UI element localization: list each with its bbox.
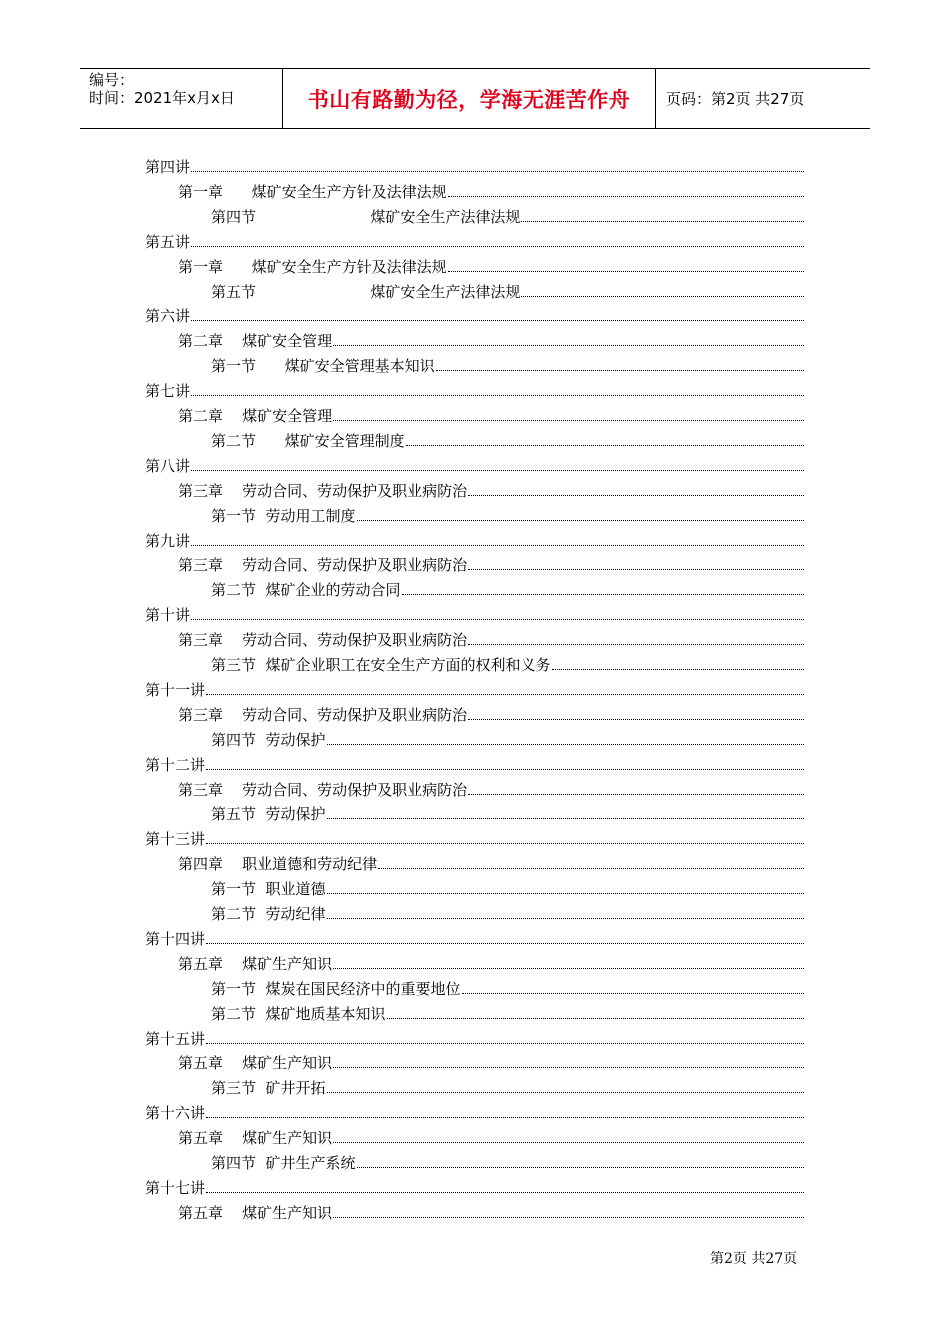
header-meta: [80, 69, 282, 128]
toc-dot-leader: [468, 719, 804, 720]
toc-dot-leader: [333, 420, 804, 421]
toc-entry[interactable]: [178, 1126, 804, 1148]
toc-entry-label: 第十三讲: [145, 830, 206, 849]
toc-entry[interactable]: [145, 603, 804, 625]
toc-entry[interactable]: [145, 678, 804, 700]
toc-entry-label: 第三节 煤矿企业职工在安全生产方面的权利和义务: [211, 656, 551, 674]
toc-entry[interactable]: [211, 1002, 804, 1024]
toc-entry[interactable]: [211, 977, 804, 999]
motto-text: 书山有路勤为径，学海无涯苦作舟: [307, 87, 631, 112]
toc-dot-leader: [402, 594, 804, 595]
toc-entry-label: 第三章 劳动合同、劳动保护及职业病防治: [178, 481, 468, 500]
toc-entry[interactable]: [178, 255, 804, 277]
toc-entry[interactable]: [211, 802, 804, 824]
toc-entry[interactable]: [145, 155, 804, 177]
toc-entry[interactable]: [145, 753, 804, 775]
toc-dot-leader: [436, 370, 804, 371]
toc-entry[interactable]: [178, 404, 804, 426]
toc-dot-leader: [327, 918, 804, 919]
toc-entry-label: 第二节 煤矿企业的劳动合同: [211, 581, 401, 600]
toc-dot-leader: [206, 843, 804, 844]
toc-dot-leader: [521, 221, 804, 222]
toc-entry-label: 第一节 煤炭在国民经济中的重要地位: [211, 979, 461, 998]
toc-entry-label: 第四节 矿井生产系统: [211, 1154, 356, 1172]
toc-dot-leader: [357, 1167, 804, 1168]
toc-entry-label: 第四节 煤矿安全生产法律法规: [211, 207, 521, 226]
toc-entry[interactable]: [211, 902, 804, 924]
toc-entry[interactable]: [178, 1201, 804, 1223]
toc-entry-label: 第十讲: [145, 606, 191, 625]
toc-entry-label: 第四章 职业道德和劳动纪律: [178, 855, 378, 874]
toc-entry[interactable]: [178, 180, 804, 202]
toc-dot-leader: [333, 1067, 804, 1068]
toc-entry-label: 第五节 煤矿安全生产法律法规: [211, 282, 521, 301]
toc-entry-label: 第十六讲: [145, 1104, 206, 1123]
toc-dot-leader: [327, 893, 804, 894]
toc-dot-leader: [327, 744, 804, 745]
toc-entry-label: 第十五讲: [145, 1029, 206, 1048]
toc-entry[interactable]: [178, 703, 804, 725]
toc-entry[interactable]: [178, 628, 804, 650]
toc-entry[interactable]: [145, 379, 804, 401]
toc-entry[interactable]: [211, 578, 804, 600]
toc-entry[interactable]: [211, 877, 804, 899]
toc-entry-label: 第十二讲: [145, 755, 206, 774]
toc-dot-leader: [357, 520, 804, 521]
toc-entry-label: 第一节 职业道德: [211, 880, 326, 899]
toc-entry[interactable]: [145, 1027, 804, 1049]
toc-dot-leader: [378, 868, 804, 869]
toc-entry[interactable]: [211, 280, 804, 302]
toc-entry-label: 第五章 煤矿生产知识: [178, 1129, 333, 1148]
toc-entry[interactable]: [178, 1051, 804, 1073]
toc-entry[interactable]: [145, 827, 804, 849]
toc-dot-leader: [191, 470, 804, 471]
toc-entry[interactable]: [178, 952, 804, 974]
toc-dot-leader: [333, 968, 804, 969]
toc-dot-leader: [191, 619, 804, 620]
toc-entry[interactable]: [178, 479, 804, 501]
toc-dot-leader: [521, 296, 804, 297]
toc-entry-label: 第一章 煤矿安全生产方针及法律法规: [178, 182, 447, 201]
toc-entry[interactable]: [178, 553, 804, 575]
toc-dot-leader: [327, 818, 804, 819]
toc-entry[interactable]: [211, 653, 804, 675]
toc-entry-label: 第二节 劳动纪律: [211, 905, 326, 923]
toc-dot-leader: [468, 794, 804, 795]
toc-dot-leader: [327, 1092, 804, 1093]
toc-entry[interactable]: [178, 852, 804, 874]
toc-dot-leader: [191, 395, 804, 396]
toc-entry-label: 第八讲: [145, 456, 191, 475]
toc-dot-leader: [191, 171, 804, 172]
toc-dot-leader: [206, 694, 804, 695]
toc-dot-leader: [448, 271, 804, 272]
page-header: [80, 68, 870, 129]
toc-entry-label: 第一节 煤矿安全管理基本知识: [211, 357, 435, 376]
toc-dot-leader: [206, 1043, 804, 1044]
toc-dot-leader: [206, 1117, 804, 1118]
toc-entry-label: 第五章 煤矿生产知识: [178, 1054, 333, 1073]
toc-entry-label: 第五章 煤矿生产知识: [178, 954, 333, 973]
page-label: 页码：第2页 共27页: [666, 90, 805, 108]
toc-entry[interactable]: [211, 728, 804, 750]
toc-dot-leader: [206, 1192, 804, 1193]
toc-dot-leader: [206, 769, 804, 770]
toc-entry[interactable]: [145, 927, 804, 949]
toc-entry-label: 第二章 煤矿安全管理: [178, 407, 333, 425]
toc-entry-label: 第二章 煤矿安全管理: [178, 332, 333, 351]
toc-entry-label: 第十四讲: [145, 929, 206, 948]
toc-entry[interactable]: [145, 304, 804, 326]
toc-dot-leader: [406, 445, 804, 446]
doc-number-label: 编号：: [89, 71, 135, 89]
toc-entry-label: 第三章 劳动合同、劳动保护及职业病防治: [178, 780, 468, 799]
toc-entry-label: 第四讲: [145, 158, 191, 176]
toc-entry-label: 第三章 劳动合同、劳动保护及职业病防治: [178, 556, 468, 575]
toc-entry-label: 第三章 劳动合同、劳动保护及职业病防治: [178, 631, 468, 650]
toc-entry[interactable]: [178, 329, 804, 351]
toc-entry-label: 第三章 劳动合同、劳动保护及职业病防治: [178, 705, 468, 724]
toc-dot-leader: [191, 320, 804, 321]
toc-entry-label: 第三节 矿井开拓: [211, 1079, 326, 1098]
toc-dot-leader: [387, 1018, 804, 1019]
toc-dot-leader: [191, 246, 804, 247]
toc-entry-label: 第二节 煤矿地质基本知识: [211, 1004, 386, 1023]
toc-entry-label: 第四节 劳动保护: [211, 730, 326, 749]
toc-entry-label: 第十七讲: [145, 1178, 206, 1197]
header-motto-cell: [282, 69, 656, 128]
toc-entry[interactable]: [145, 1176, 804, 1198]
toc-entry[interactable]: [145, 230, 804, 252]
toc-entry-label: 第一节 劳动用工制度: [211, 506, 356, 525]
toc-dot-leader: [462, 993, 804, 994]
toc-entry[interactable]: [211, 354, 804, 376]
toc-entry[interactable]: [145, 529, 804, 551]
toc-dot-leader: [468, 495, 804, 496]
toc-entry-label: 第一章 煤矿安全生产方针及法律法规: [178, 257, 447, 276]
toc-entry[interactable]: [211, 1151, 804, 1173]
toc-entry-label: 第十一讲: [145, 680, 206, 699]
toc-dot-leader: [206, 943, 804, 944]
header-page-cell: [656, 69, 870, 128]
toc-dot-leader: [333, 345, 804, 346]
toc-entry[interactable]: [178, 778, 804, 800]
toc-dot-leader: [448, 196, 804, 197]
toc-dot-leader: [333, 1142, 804, 1143]
toc-dot-leader: [552, 669, 804, 670]
toc-entry-label: 第六讲: [145, 307, 191, 326]
page-footer: 第2页 共27页: [710, 1251, 798, 1267]
toc-entry[interactable]: [145, 454, 804, 476]
time-label: 时间：2021年x月x日: [89, 89, 235, 107]
toc-dot-leader: [191, 545, 804, 546]
toc-entry-label: 第五节 劳动保护: [211, 805, 326, 824]
toc-dot-leader: [333, 1217, 804, 1218]
toc-entry-label: 第七讲: [145, 382, 191, 401]
toc-entry[interactable]: [211, 205, 804, 227]
toc-entry[interactable]: [211, 1076, 804, 1098]
toc-entry-label: 第五章 煤矿生产知识: [178, 1203, 333, 1222]
toc-entry-label: 第二节 煤矿安全管理制度: [211, 431, 405, 450]
toc-dot-leader: [468, 644, 804, 645]
toc-entry-label: 第九讲: [145, 531, 191, 550]
toc-entry[interactable]: [211, 504, 804, 526]
toc-entry[interactable]: [211, 429, 804, 451]
toc-entry-label: 第五讲: [145, 232, 191, 251]
toc-entry[interactable]: [145, 1101, 804, 1123]
toc-dot-leader: [468, 569, 804, 570]
